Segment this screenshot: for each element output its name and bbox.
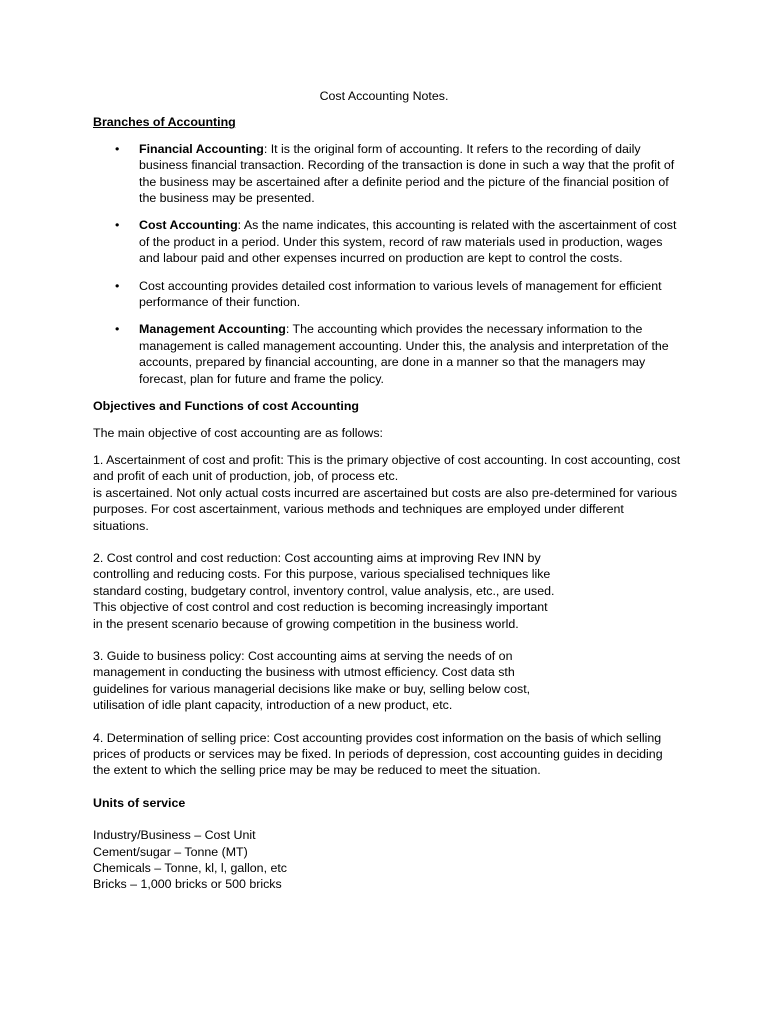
branch-text: : It is the original form of accounting. It refers to the recording of daily business financial transaction. Recording of the transaction is done in such a way that the profit of the business may be ascertained after a definite period and the picture of the financial position of the business may be presented.: [139, 141, 675, 206]
branch-text: Cost accounting provides detailed cost information to various levels of management for efficient performance of their function.: [139, 278, 662, 310]
unit-line: Cement/sugar – Tonne (MT): [93, 844, 248, 859]
objective-paragraph: 2. Cost control and cost reduction: Cost accounting aims at improving Rev INN by controlling and reducing costs. For this purpose, various specialised techniques like standard costing, budgetary control, inventory control, value analysis, etc., are used. This objective of cost control and cost reduction is becoming increasingly important in the present scenario because of growing competition in the business world.: [93, 550, 555, 631]
list-item: [93, 321, 679, 387]
objectives-intro: The main objective of cost accounting are as follows:: [93, 425, 383, 440]
branch-term: Cost Accounting: [139, 218, 238, 233]
unit-line: Chemicals – Tonne, kl, l, gallon, etc: [93, 861, 287, 876]
document-title: Cost Accounting Notes.: [319, 89, 449, 103]
objective-paragraph: 3. Guide to business policy: Cost accounting aims at serving the needs of on management in conducting the business with utmost efficiency. Cost data sth guidelines for various managerial decisions like make or buy, selling below cost, utilisation of idle plant capacity, introduction of a new product, etc.: [93, 648, 531, 713]
objective-paragraph: 4. Determination of selling price: Cost accounting provides cost information on the basis of which selling prices of products or services may be fixed. In periods of depression, cost accounting guides in deciding the extent to which the selling price may be may be reduced to meet the situation.: [93, 730, 663, 778]
list-item: [93, 278, 679, 311]
list-item: [93, 217, 679, 266]
branch-term: Management Accounting: [139, 322, 286, 337]
branches-list: [93, 141, 768, 387]
branch-term: Financial Accounting: [139, 141, 264, 156]
objective-paragraph: 1. Ascertainment of cost and profit: This is the primary objective of cost accounting. In cost accounting, cost and profit of each unit of production, job, of process etc. is ascertained. Not only actual costs incurred are ascertained but costs are also pre-determined for various purposes. For cost ascertainment, various methods and techniques are employed under different situations.: [93, 452, 681, 533]
branch-text: : The accounting which provides the necessary information to the management is called management accounting. Under this, the analysis and interpretation of the accounts, prepared by financial accounting, are done in a manner so that the managers may forecast, plan for future and frame the policy.: [139, 322, 669, 386]
unit-line: Industry/Business – Cost Unit: [93, 828, 256, 843]
bullet-icon: •: [115, 141, 120, 156]
list-item: [93, 141, 679, 207]
units-list: [93, 827, 768, 893]
branch-text: : As the name indicates, this accounting is related with the ascertainment of cost of the product in a period. Under this system, record of raw materials used in production, wages and labour paid and other expenses incurred on production are kept to control the costs.: [139, 218, 677, 266]
objectives-heading: Objectives and Functions of cost Accounting: [93, 399, 359, 414]
units-heading: Units of service: [93, 795, 186, 810]
unit-line: Bricks – 1,000 bricks or 500 bricks: [93, 877, 282, 892]
branches-heading: Branches of Accounting: [93, 115, 236, 130]
bullet-icon: •: [115, 218, 120, 233]
bullet-icon: •: [115, 278, 120, 293]
bullet-icon: •: [115, 322, 120, 337]
